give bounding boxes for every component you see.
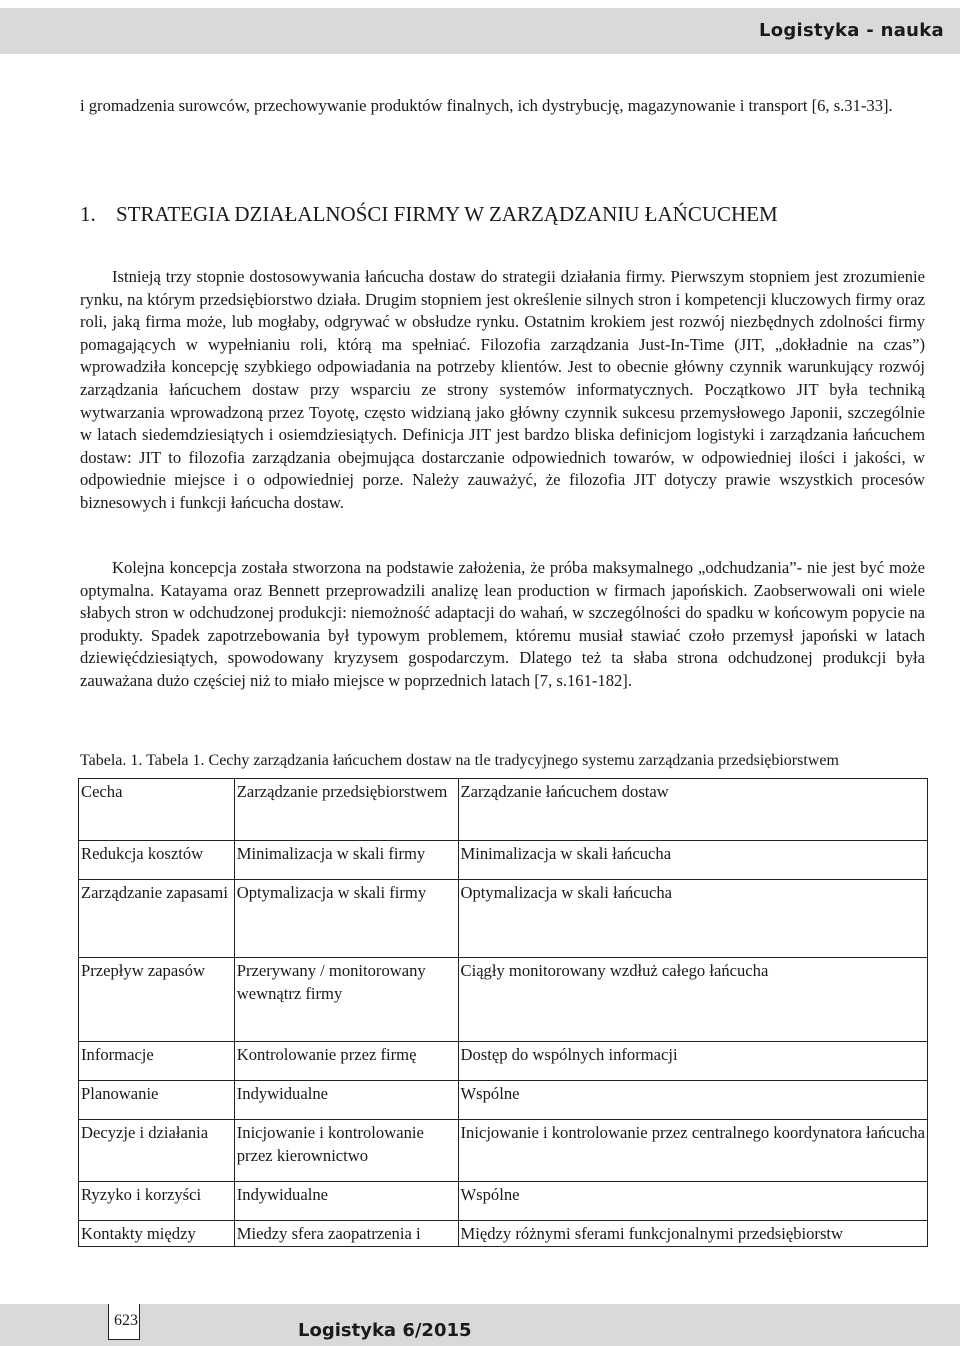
table-row <box>79 958 928 1042</box>
intro-paragraph: i gromadzenia surowców, przechowywanie produktów finalnych, ich dystrybucję, magazynowanie i transport [6, s.31-33]. <box>80 96 893 115</box>
table-cell: Kontakty między <box>79 1221 235 1247</box>
section-heading <box>80 200 778 228</box>
table-cell: Indywidualne <box>234 1081 458 1120</box>
page-number: 623 <box>114 1312 138 1329</box>
table-row <box>79 880 928 958</box>
table-header-row <box>79 779 928 841</box>
table-cell: Planowanie <box>79 1081 235 1120</box>
table-row <box>79 1042 928 1081</box>
table-cell: Decyzje i działania <box>79 1120 235 1182</box>
table-cell: Przepływ zapasów <box>79 958 235 1042</box>
body-paragraph: Kolejna koncepcja została stworzona na podstawie założenia, że próba maksymalnego „odchudzania”- nie jest być może optymalna. Katayama oraz Bennett przeprowadzili analizę lean production w firmach japońskich. Zaobserwowali oni wiele słabych stron w odchudzonej produkcji: niemożność adaptacji do wahań, w szczególności do spadku w końcowym popycie na produkty. Spadek zapotrzebowania był typowym problemem, któremu musiał stawiać czoło przemysł japoński w latach dziewięćdziesiątych, spowodowany kryzysem gospodarczym. Dlatego też ta słaba strona odchudzonej produkcji była zauważana dużo częściej niż to miało miejsce w poprzednich latach [7, s.161-182]. <box>80 558 925 690</box>
table-row <box>79 1221 928 1247</box>
journal-issue: Logistyka 6/2015 <box>298 1320 472 1341</box>
comparison-table <box>78 778 928 1247</box>
table-cell: Ryzyko i korzyści <box>79 1182 235 1221</box>
table-header-cell: Zarządzanie łańcuchem dostaw <box>458 779 927 841</box>
table-cell: Minimalizacja w skali łańcucha <box>458 841 927 880</box>
table-cell: Redukcja kosztów <box>79 841 235 880</box>
table-cell: Kontrolowanie przez firmę <box>234 1042 458 1081</box>
table-cell: Ciągły monitorowany wzdłuż całego łańcucha <box>458 958 927 1042</box>
table-cell: Inicjowanie i kontrolowanie przez kierownictwo <box>234 1120 458 1182</box>
table-cell: Inicjowanie i kontrolowanie przez centralnego koordynatora łańcucha <box>458 1120 927 1182</box>
table-cell: Miedzy sfera zaopatrzenia i <box>234 1221 458 1247</box>
table-header-cell: Cecha <box>79 779 235 841</box>
table-row <box>79 1081 928 1120</box>
table-cell: Optymalizacja w skali firmy <box>234 880 458 958</box>
table-cell: Minimalizacja w skali firmy <box>234 841 458 880</box>
footer-band <box>0 1304 960 1346</box>
table-row <box>79 1182 928 1221</box>
table-cell: Wspólne <box>458 1182 927 1221</box>
table-cell: Dostęp do wspólnych informacji <box>458 1042 927 1081</box>
table-row <box>79 841 928 880</box>
running-header: Logistyka - nauka <box>758 20 944 41</box>
table-cell: Informacje <box>79 1042 235 1081</box>
section-title: STRATEGIA DZIAŁALNOŚCI FIRMY W ZARZĄDZANIU ŁAŃCUCHEM <box>116 202 778 226</box>
section-number: 1. <box>80 202 96 226</box>
table-cell: Indywidualne <box>234 1182 458 1221</box>
table-cell: Przerywany / monitorowany wewnątrz firmy <box>234 958 458 1042</box>
table-caption: Tabela. 1. Tabela 1. Cechy zarządzania łańcuchem dostaw na tle tradycyjnego systemu zarządzania przedsiębiorstwem <box>80 752 839 769</box>
table-cell: Wspólne <box>458 1081 927 1120</box>
table-cell: Między różnymi sferami funkcjonalnymi przedsiębiorstw <box>458 1221 927 1247</box>
table-cell: Zarządzanie zapasami <box>79 880 235 958</box>
table-row <box>79 1120 928 1182</box>
table-cell: Optymalizacja w skali łańcucha <box>458 880 927 958</box>
body-paragraph: Istnieją trzy stopnie dostosowywania łańcucha dostaw do strategii działania firmy. Pierwszym stopniem jest zrozumienie rynku, na którym przedsiębiorstwo działa. Drugim stopniem jest określenie silnych stron i kompetencji kluczowych firmy oraz roli, jaką firma może, lub mogłaby, odgrywać w obsłudze rynku. Ostatnim krokiem jest rozwój niezbędnych zdolności firmy pomagających w wypełnianiu roli, którą ma spełniać. Filozofia zarządzania Just-In-Time (JIT, „dokładnie na czas”) wprowadziła koncepcję szybkiego odpowiadania na potrzeby klientów. Jest to obecnie główny czynnik warunkujący rozwój zarządzania łańcuchem dostaw przy wsparciu ze strony systemów informatycznych. Początkowo JIT była techniką wytwarzania wprowadzoną przez Toyotę, często widzianą jako główny czynnik sukcesu przemysłowego Japonii, szczególnie w latach siedemdziesiątych i osiemdziesiątych. Definicja JIT jest bardzo bliska definicjom logistyki i zarządzania łańcuchem dostaw: JIT to filozofia zarządzania obejmująca dostarczanie odpowiednich towarów, w odpowiedniej ilości i jakości, w odpowiednie miejsce i o odpowiedniej porze. Należy zauważyć, że filozofia JIT dotyczy prawie wszystkich procesów biznesowych i funkcji łańcucha dostaw. <box>80 267 925 512</box>
table-header-cell: Zarządzanie przedsiębiorstwem <box>234 779 458 841</box>
